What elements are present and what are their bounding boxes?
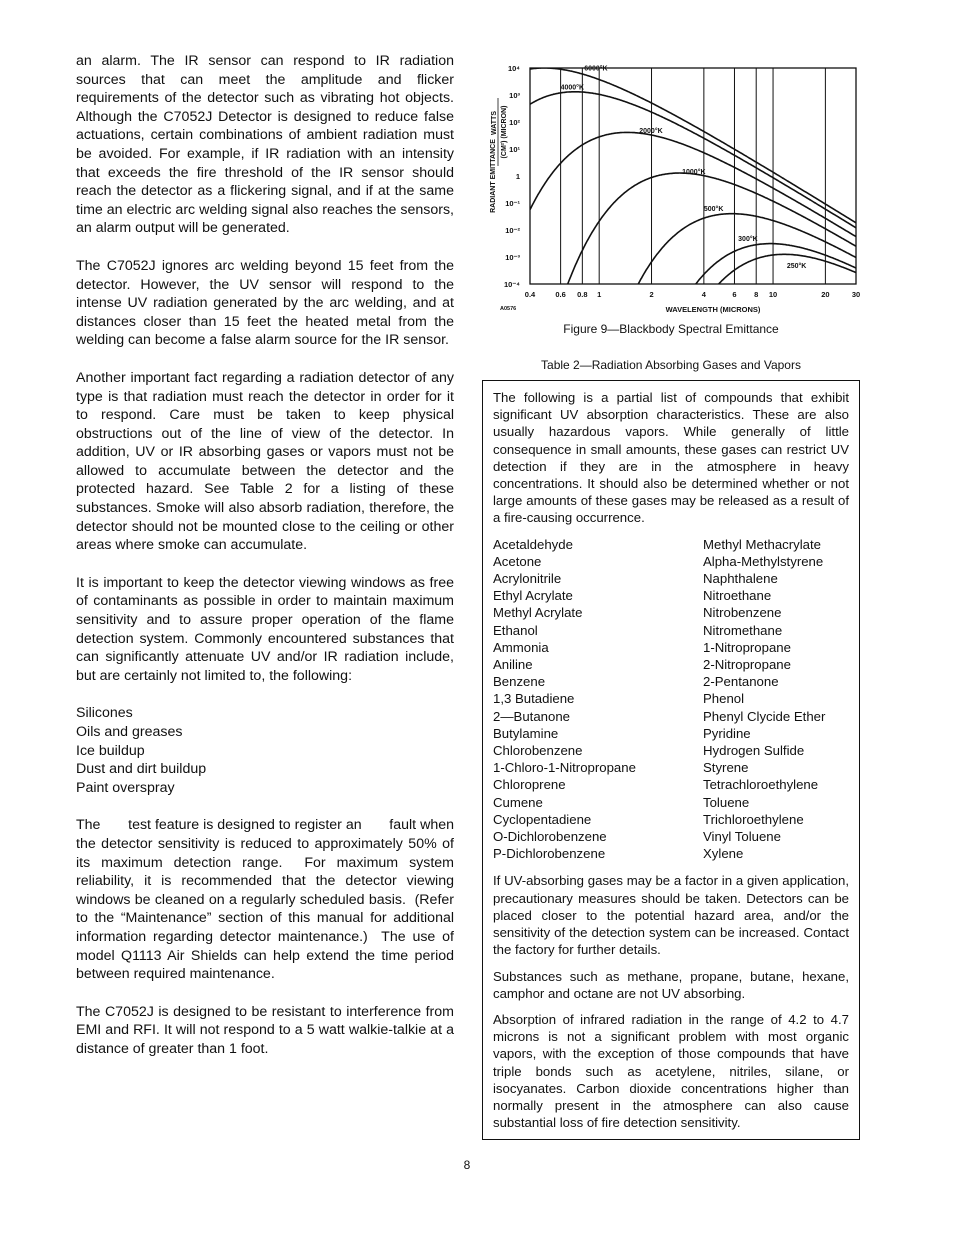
x-tick-label: 0.6	[555, 290, 566, 299]
list-item: 1-Nitropropane	[703, 639, 791, 655]
y-tick-label: 10¹	[509, 145, 520, 154]
list-item: Vinyl Toluene	[703, 829, 781, 845]
compound-list-right	[703, 536, 825, 863]
list-item: Pyridine	[703, 725, 751, 741]
page-number: 8	[463, 1158, 471, 1172]
list-item: Tetrachloroethylene	[703, 777, 819, 793]
list-item: Styrene	[703, 760, 749, 776]
curve-label: 6000°K	[584, 65, 608, 73]
table-intro: The following is a partial list of compounds that exhibit significant UV absorption characteristics. These are also usually hazardous vapors. While generally of little consequence in small amounts, these gases can restrict UV detection if they are in the atmosphere in heavy concentrations. It should also be determined whether or not large amounts of these gases may be released as a result of a fire-causing occurrence.	[493, 390, 849, 526]
list-item: Ice buildup	[76, 742, 145, 759]
paragraph: Another important fact regarding a radiation detector of any type is that radiation must reach the detector in order for it to respond. Care must be taken to keep physical obstructions out of the line of view of the detector. In addition, UV or IR absorbing gases or vapors must not be allowed to accumulate between the detector and the protected hazard. See Table 2 for a listing of these substances. Smoke will also absorb radiation, therefore, the detector should not be mounted close to the ceiling or other areas where smoke can accumulate.	[76, 369, 454, 554]
compound-columns	[493, 536, 849, 863]
list-item: Cumene	[493, 794, 543, 810]
list-item: Chloroprene	[493, 777, 566, 793]
plot-frame	[530, 68, 856, 284]
y-tick-label: 10³	[509, 91, 520, 100]
list-item: Phenol	[703, 691, 745, 707]
curve-2000k	[530, 132, 856, 236]
figure-code: A0576	[500, 306, 517, 312]
y-tick-label: 1	[515, 172, 520, 181]
list-item: Methyl Acrylate	[493, 605, 583, 621]
x-tick-label: 30	[851, 290, 861, 299]
list-item: Acetone	[493, 553, 542, 569]
list-item: O-Dichlorobenzene	[493, 829, 607, 845]
list-item: Alpha-Methylstyrene	[703, 553, 824, 569]
x-tick-label: 2	[649, 290, 654, 299]
x-tick-label: 0.4	[524, 290, 536, 299]
paragraph: The C7052J is designed to be resistant to interference from EMI and RFI. It will not respond to a 5 watt walkie-talkie at a distance of greater than 1 foot.	[76, 1003, 454, 1057]
table-note: If UV-absorbing gases may be a factor in a given application, precautionary measures should be taken. Detectors can be placed closer to the potential hazard area, and/or the sensitivity of the detection system can be increased. Contact the factory for further details.	[493, 873, 849, 958]
list-item: Nitrobenzene	[703, 605, 782, 621]
paragraph: It is important to keep the detector viewing windows as free of contaminants as possible in order to maintain maximum sensitivity and to assure proper operation of the flame detection system. Commonly encountered substances that can significantly attenuate UV and/or IR radiation include, but are certainly not limited to, the following:	[76, 574, 454, 684]
y-tick-label: 10²	[509, 118, 520, 127]
list-item: Toluene	[703, 794, 750, 810]
paragraph: The test feature is designed to register an fault when the detector sensitivity is reduced to approximately 50% of its maximum detection range. For maximum system reliability, it is recommended that the detector viewing windows be cleaned on a regularly scheduled basis. (Refer to the “Maintenance” section of this manual for additional information regarding detector maintenance.) The use of model Q1113 Air Shields can help extend the time period between required maintenance.	[76, 817, 458, 983]
list-item: Benzene	[493, 674, 546, 690]
paragraph: an alarm. The IR sensor can respond to IR radiation sources that can meet the amplitude and flicker requirements of the detector such as vibrating hot objects. Although the C7052J Detector is designed to reduce false actuations, certain combinations of ambient radiation must be avoided. For example, if IR radiation with an intensity that exceeds the fire threshold of the IR sensor should reach the detector as a flickering signal, and if at the same time an electric arc welding signal also reaches the sensors, an alarm output will be generated.	[76, 53, 454, 237]
list-item: Aniline	[493, 657, 533, 673]
list-item: Naphthalene	[703, 571, 778, 587]
list-item: Oils and greases	[76, 724, 183, 740]
compound-list-left	[493, 536, 703, 863]
list-item: Nitromethane	[703, 622, 783, 638]
table-box	[482, 380, 860, 1140]
y-axis-unit-top: WATTS	[491, 111, 498, 135]
list-item: 2—Butanone	[493, 708, 570, 724]
table-note: Substances such as methane, propane, butane, hexane, camphor and octane are not UV absorbing.	[493, 968, 849, 1001]
list-item: Acrylonitrile	[493, 571, 562, 587]
x-tick-label: 0.8	[577, 290, 588, 299]
list-item: Hydrogen Sulfide	[703, 743, 805, 759]
list-item: Ethyl Acrylate	[493, 588, 573, 604]
table-note: Absorption of infrared radiation in the range of 4.2 to 4.7 microns is not a significant problem with most organic vapors, with the exception of those compounds that have triple bonds such as acetylene, nitriles, silane, or isocyanates. Carbon dioxide concentrations higher than normally present in the atmosphere can also cause substantial loss of fire detection sensitivity.	[493, 1011, 849, 1131]
x-tick-label: 10	[768, 290, 778, 299]
list-item: Ammonia	[493, 639, 549, 655]
curve-label: 1000°K	[682, 168, 706, 176]
list-item: 2-Nitropropane	[703, 657, 791, 673]
curve-250k	[699, 254, 856, 310]
curve-300k	[679, 244, 856, 310]
list-item: Phenyl Clycide Ether	[703, 708, 826, 724]
list-item: Methyl Methacrylate	[703, 536, 821, 552]
list-item: Silicones	[76, 705, 133, 722]
list-item: Butylamine	[493, 725, 559, 741]
figure-caption: Figure 9—Blackbody Spectral Emittance	[563, 322, 779, 336]
list-item: Paint overspray	[76, 779, 175, 796]
list-item: 1,3 Butadiene	[493, 691, 575, 707]
x-axis-label: WAVELENGTH (MICRONS)	[665, 305, 761, 314]
list-item: P-Dichlorobenzene	[493, 846, 606, 862]
list-item: Ethanol	[493, 622, 538, 638]
y-axis-label: RADIANT EMITTANCE	[490, 139, 497, 213]
list-item: 1-Chloro-1-Nitropropane	[493, 760, 636, 776]
list-item: 2-Pentanone	[703, 674, 779, 690]
y-tick-label: 10⁻²	[505, 226, 520, 235]
list-item: Nitroethane	[703, 588, 772, 604]
y-tick-label: 10⁻³	[505, 253, 520, 262]
curve-1000k	[559, 173, 857, 310]
table-title: Table 2—Radiation Absorbing Gases and Vapors	[541, 358, 801, 372]
x-tick-label: 6	[732, 290, 737, 299]
contaminant-list	[76, 704, 454, 797]
y-tick-label: 10⁻⁴	[503, 280, 520, 289]
blackbody-chart	[486, 58, 866, 318]
x-tick-label: 20	[821, 290, 830, 299]
curve-label: 4000°K	[560, 84, 585, 92]
x-tick-label: 8	[754, 290, 759, 299]
y-tick-label: 10⁴	[507, 64, 520, 73]
list-item: Trichloroethylene	[703, 811, 804, 827]
curve-label: 2000°K	[639, 127, 663, 135]
x-tick-label: 4	[701, 290, 706, 299]
list-item: Cyclopentadiene	[493, 811, 592, 827]
list-item: Xylene	[703, 846, 744, 862]
list-item: Chlorobenzene	[493, 743, 583, 759]
paragraph: The C7052J ignores arc welding beyond 15 feet from the detector. However, the UV sensor will respond to the intense UV radiation generated by the arc welding, and at distances closer than 15 feet the heated metal from the welding can become a false alarm source for the IR sensor.	[76, 257, 454, 349]
curve-label: 300°K	[738, 235, 758, 243]
left-column	[76, 52, 458, 1078]
curve-label: 500°K	[703, 206, 724, 214]
y-axis-unit-bottom: (CM²) (MICRON)	[501, 105, 508, 159]
x-tick-label: 1	[597, 290, 602, 299]
curve-label: 250°K	[786, 262, 807, 270]
y-tick-label: 10⁻¹	[505, 199, 520, 208]
list-item: Dust and dirt buildup	[76, 761, 207, 778]
list-item: Acetaldehyde	[493, 536, 573, 552]
